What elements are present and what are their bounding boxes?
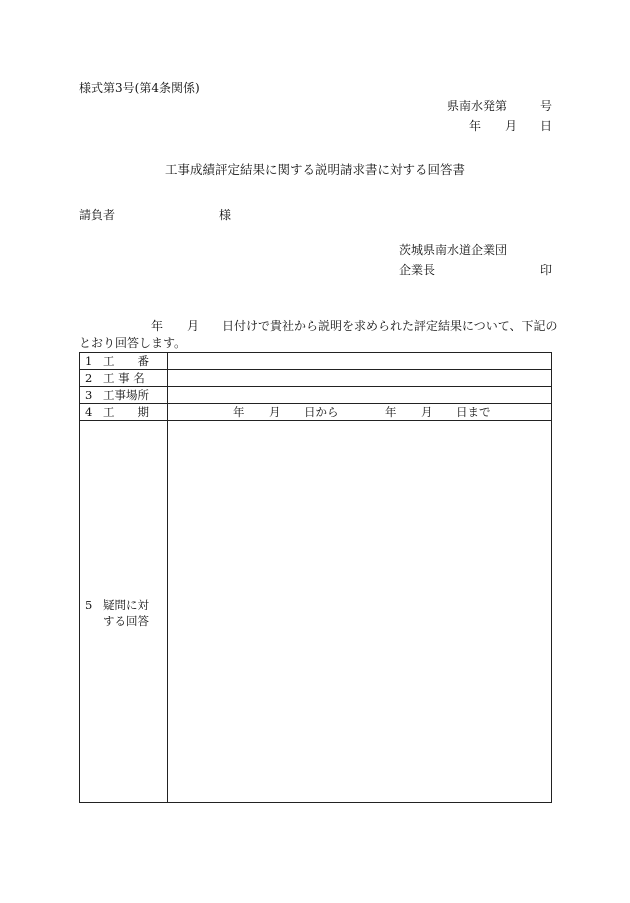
row-label-text: 工 番	[103, 354, 149, 368]
row-label	[80, 370, 168, 387]
period-start-day: 日から	[304, 405, 339, 419]
row-number: 1	[85, 354, 93, 368]
sender-title: 企業長	[399, 263, 436, 277]
recipient-label: 請負者	[79, 208, 116, 222]
table-row	[80, 370, 552, 387]
row-label	[80, 387, 168, 404]
row-label	[80, 353, 168, 370]
period-end-year: 年	[385, 405, 397, 419]
document-title: 工事成績評定結果に関する説明請求書に対する回答書	[164, 162, 465, 177]
row-label-text: 工 事 名	[103, 371, 145, 385]
table-row	[80, 353, 552, 370]
work-name-field[interactable]	[168, 370, 552, 387]
issue-date-year: 年	[469, 119, 482, 133]
row-number: 5	[85, 597, 93, 612]
doc-number-suffix: 号	[540, 99, 553, 113]
row-number: 2	[85, 371, 93, 385]
work-number-field[interactable]	[168, 353, 552, 370]
row-label	[80, 421, 168, 803]
row-number: 3	[85, 388, 93, 402]
recipient-honorific: 様	[219, 208, 232, 222]
row-label-text: 工 期	[103, 405, 149, 419]
work-location-field[interactable]	[168, 387, 552, 404]
answer-field[interactable]	[168, 421, 552, 803]
sender-organization: 茨城県南水道企業団	[399, 243, 508, 257]
issue-date	[469, 119, 552, 134]
table-row	[80, 421, 552, 803]
issue-date-month: 月	[505, 119, 518, 133]
intro-text-line1: 日付けで貴社から説明を求められた評定結果について、下記の	[222, 319, 558, 333]
period-end-month: 月	[421, 405, 433, 419]
row-label-text: 工事場所	[103, 388, 149, 402]
intro-year: 年	[151, 319, 164, 333]
row-number: 4	[85, 405, 93, 419]
period-start-month: 月	[269, 405, 281, 419]
table-row	[80, 387, 552, 404]
row-label	[80, 404, 168, 421]
answer-label-line1: 疑問に対	[103, 597, 149, 612]
intro-month: 月	[187, 319, 200, 333]
answer-label-line2: する回答	[103, 613, 149, 628]
table-row	[80, 404, 552, 421]
answer-table	[79, 352, 552, 803]
doc-number-label: 県南水発第	[447, 99, 508, 113]
intro-text-line2: とおり回答します。	[79, 336, 187, 350]
period-end-day: 日まで	[456, 405, 491, 419]
form-number: 様式第3号(第4条関係)	[79, 81, 200, 95]
seal-mark: 印	[540, 263, 553, 277]
period-start-year: 年	[233, 405, 245, 419]
work-period	[168, 404, 551, 420]
work-period-field[interactable]	[168, 404, 552, 421]
issue-date-day: 日	[540, 119, 553, 133]
